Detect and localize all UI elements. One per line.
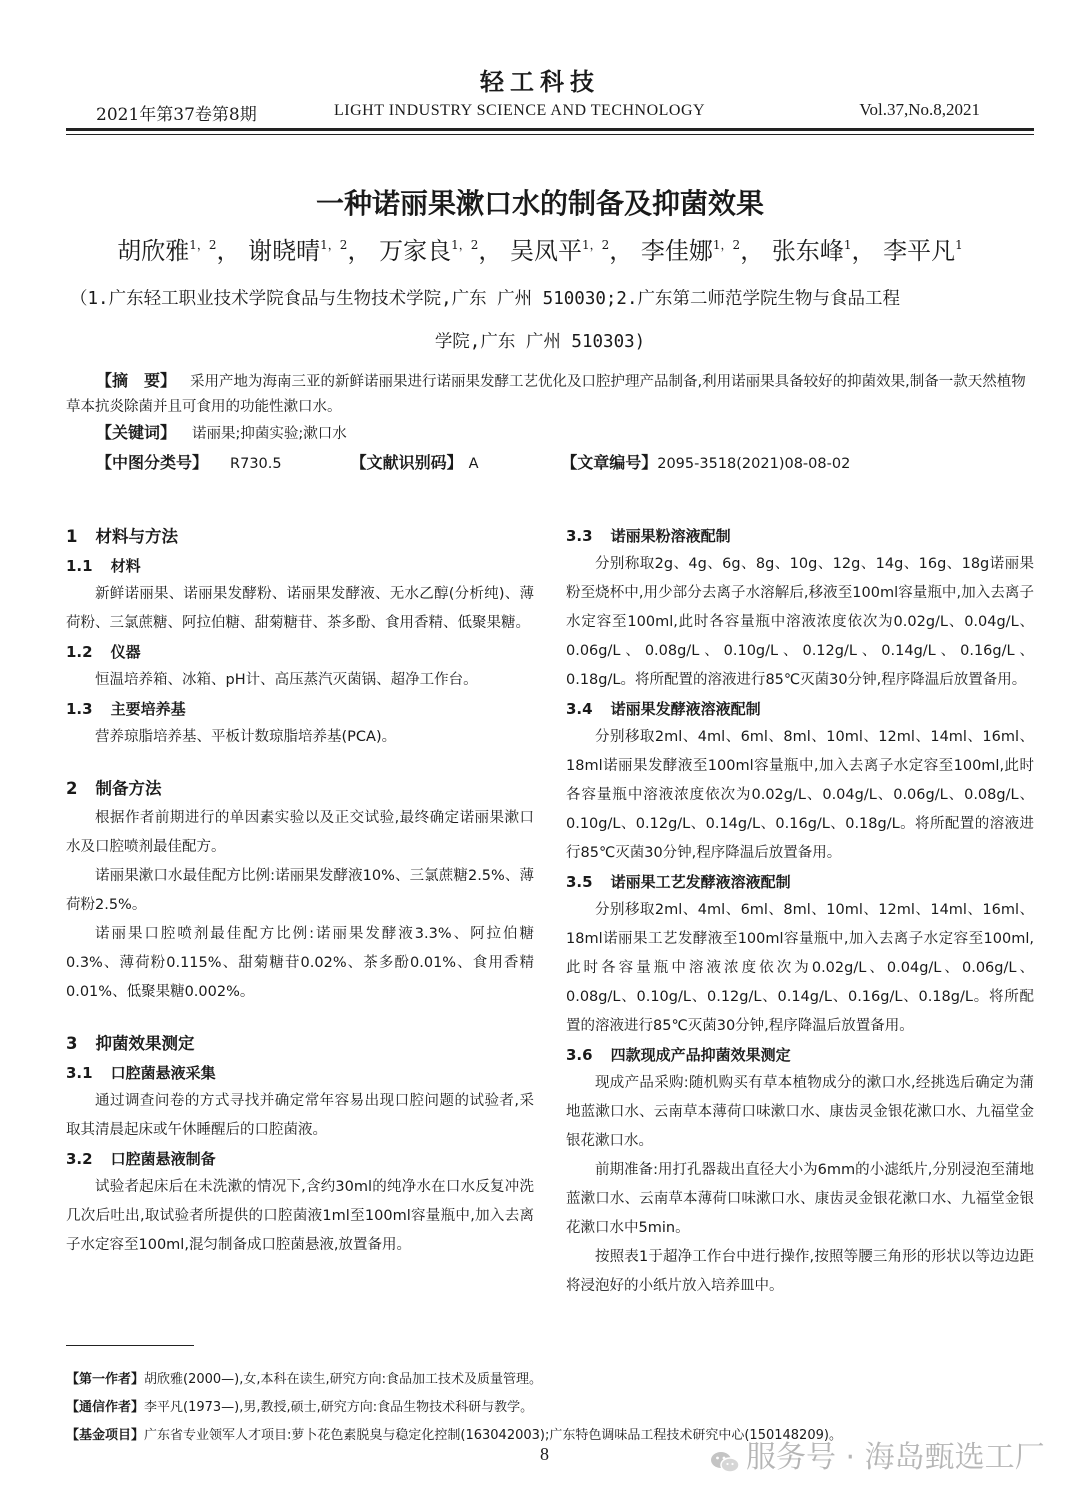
author-sep: ， [609, 237, 634, 265]
keywords [96, 420, 347, 443]
paragraph: 通过调查问卷的方式寻找并确定常年容易出现口腔问题的试验者,采取其清晨起床或午休睡醒后的口腔菌液。 [66, 1093, 534, 1138]
paragraph: 分别称取2g、4g、6g、8g、10g、12g、14g、16g、18g诺丽果粉至烧杯中,用少部分去离子水溶解后,移液至100ml容量瓶中,加入去离子水定容至100ml,此时各容量瓶中溶液浓度依次为0.02g/L、0.04g/L、0.06g/L、0.08g/L、0.10g/L、0.12g/L、0.14g/L、0.16g/L、0.18g/L。将所配置的溶液进行85℃灭菌30分钟,程序降温后放置备用。 [566, 556, 1034, 688]
paragraph: 营养琼脂培养基、平板计数琼脂培养基(PCA)。 [95, 729, 397, 745]
doc-code-label: 【文献识别码】 [350, 453, 463, 472]
author-name: 张东峰 [771, 237, 844, 265]
subsection-heading: 3.4 诺丽果发酵液溶液配制 [566, 700, 761, 718]
abstract-text: 采用产地为海南三亚的新鲜诺丽果进行诺丽果发酵工艺优化及口腔护理产品制备,利用诺丽果具备较好的抑菌效果,制备一款天然植物草本抗炎除菌并且可食用的功能性漱口水。 [66, 374, 1026, 415]
keywords-label: 【关键词】 [96, 423, 177, 442]
affiliation-line-2: 学院,广东 广州 510303) [434, 332, 646, 352]
paragraph: 按照表1于超净工作台中进行操作,按照等腰三角形的形状以等边边距将浸泡好的小纸片放入培养皿中。 [566, 1249, 1034, 1294]
author-name: 万家良 [379, 237, 452, 265]
author-affil-sup: 1，2 [712, 238, 741, 252]
subsection-heading: 3.5 诺丽果工艺发酵液溶液配制 [566, 873, 791, 891]
issue-cn: 2021年第37卷第8期 [96, 105, 257, 125]
paragraph: 分别移取2ml、4ml、6ml、8ml、10ml、12ml、14ml、16ml、18ml诺丽果发酵液至100ml容量瓶中,加入去离子水定容至100ml,此时各容量瓶中溶液浓度依次为0.02g/L、0.04g/L、0.06g/L、0.08g/L、0.10g/L、0.12g/L、0.14g/L、0.16g/L、0.18g/L。将所配置的溶液进行85℃灭菌30分钟,程序降温后放置备用。 [566, 729, 1034, 861]
subsection-heading: 3.3 诺丽果粉溶液配制 [566, 527, 731, 545]
author-name: 李佳娜 [640, 237, 713, 265]
paragraph: 根据作者前期进行的单因素实验以及正交试验,最终确定诺丽果漱口水及口腔喷剂最佳配方。 [66, 810, 534, 855]
footnote-rule [66, 1345, 194, 1346]
classification-line [96, 450, 1026, 473]
paragraph: 新鲜诺丽果、诺丽果发酵粉、诺丽果发酵液、无水乙醇(分析纯)、薄荷粉、三氯蔗糖、阿拉伯糖、甜菊糖苷、茶多酚、食用香精、低聚果糖。 [66, 586, 534, 631]
author-name: 李平凡 [883, 237, 956, 265]
section-heading: 1 材料与方法 [66, 527, 178, 546]
author-list [0, 231, 1080, 266]
journal-en: LIGHT INDUSTRY SCIENCE AND TECHNOLOGY [334, 102, 706, 119]
author-sep: ， [347, 237, 372, 265]
author-sep: ， [851, 237, 876, 265]
article-number-value: 2095-3518(2021)08-08-02 [657, 456, 851, 472]
right-column [566, 522, 1034, 1301]
section-heading: 3 抑菌效果测定 [66, 1034, 195, 1053]
author-affil-sup: 1，2 [320, 238, 348, 252]
page-number: 8 [540, 1444, 549, 1464]
paragraph: 诺丽果漱口水最佳配方比例:诺丽果发酵液10%、三氯蔗糖2.5%、薄荷粉2.5%。 [66, 868, 534, 913]
subsection-heading: 3.2 口腔菌悬液制备 [66, 1150, 216, 1168]
affiliation-line-1: （1.广东轻工职业技术学院食品与生物技术学院,广东 广州 510030;2.广东第二师范学院生物与食品工程 [70, 289, 900, 309]
paper-title: 一种诺丽果漱口水的制备及抑菌效果 [315, 187, 764, 220]
author-name: 吴凤平 [510, 237, 582, 265]
subsection-heading: 3.6 四款现成产品抑菌效果测定 [566, 1046, 791, 1064]
abstract [66, 368, 1034, 420]
watermark-text: 服务号 · 海岛甄选工厂 [746, 1440, 1045, 1475]
subsection-heading: 1.1 材料 [66, 557, 141, 575]
author-affil-sup: 1，2 [189, 238, 217, 252]
wechat-icon [710, 1447, 740, 1471]
paragraph: 试验者起床后在未洗漱的情况下,含约30ml的纯净水在口水反复冲洗几次后吐出,取试验者所提供的口腔菌液1ml至100ml容量瓶中,加入去离子水定容至100ml,混匀制备成口腔菌悬液,放置备用。 [66, 1179, 534, 1253]
author-sep: ， [478, 237, 503, 265]
paragraph: 恒温培养箱、冰箱、pH计、高压蒸汽灭菌锅、超净工作台。 [95, 672, 478, 688]
footnote-first-author: 【第一作者】胡欣雅(2000—),女,本科在读生,研究方向:食品加工技术及质量管理。 [66, 1372, 543, 1387]
doc-code-value: A [468, 456, 479, 472]
section-heading: 2 制备方法 [66, 779, 162, 798]
footnote-fund: 【基金项目】广东省专业领军人才项目:萝卜花色素脱臭与稳定化控制(163042003);广东特色调味品工程技术研究中心(150148209)。 [66, 1428, 842, 1443]
clc-value: R730.5 [230, 456, 282, 472]
author-sep: ， [216, 237, 241, 265]
issue-en: Vol.37,No.8,2021 [859, 100, 980, 119]
subsection-heading: 1.2 仪器 [66, 643, 141, 661]
watermark [710, 1432, 1045, 1476]
author-name: 胡欣雅 [117, 237, 190, 265]
author-affil-sup: 1 [955, 238, 963, 252]
paragraph: 诺丽果口腔喷剂最佳配方比例:诺丽果发酵液3.3%、阿拉伯糖0.3%、薄荷粉0.115%、甜菊糖苷0.02%、茶多酚0.01%、食用香精0.01%、低聚果糖0.002%。 [66, 926, 534, 1000]
clc-label: 【中图分类号】 [96, 453, 209, 472]
header-rule-thick [66, 128, 1034, 131]
header-rule-thin [66, 134, 1034, 135]
paragraph: 前期准备:用打孔器裁出直径大小为6mm的小滤纸片,分别浸泡至蒲地蓝漱口水、云南草本薄荷口味漱口水、康齿灵金银花漱口水、九福堂金银花漱口水中5min。 [566, 1162, 1034, 1236]
author-name: 谢晓晴 [248, 237, 321, 265]
subsection-heading: 1.3 主要培养基 [66, 700, 186, 718]
subsection-heading: 3.1 口腔菌悬液采集 [66, 1064, 216, 1082]
left-column [66, 522, 534, 1260]
author-affil-sup: 1，2 [582, 238, 610, 252]
author-affil-sup: 1 [843, 238, 852, 252]
footnote-corresponding-author: 【通信作者】李平凡(1973—),男,教授,硕士,研究方向:食品生物技术科研与教学。 [66, 1400, 534, 1415]
paragraph: 分别移取2ml、4ml、6ml、8ml、10ml、12ml、14ml、16ml、18ml诺丽果工艺发酵液至100ml容量瓶中,加入去离子水定容至100ml,此时各容量瓶中溶液浓度依次为0.02g/L、0.04g/L、0.06g/L、0.08g/L、0.10g/L、0.12g/L、0.14g/L、0.16g/L、0.18g/L。将所配置的溶液进行85℃灭菌30分钟,程序降温后放置备用。 [566, 902, 1034, 1034]
abstract-label: 【摘 要】 [96, 371, 177, 390]
journal-name: 轻工科技 [480, 67, 600, 96]
author-affil-sup: 1，2 [451, 238, 479, 252]
article-number-label: 【文章编号】 [561, 453, 658, 472]
paragraph: 现成产品采购:随机购买有草本植物成分的漱口水,经挑选后确定为蒲地蓝漱口水、云南草本薄荷口味漱口水、康齿灵金银花漱口水、九福堂金银花漱口水。 [566, 1075, 1034, 1149]
author-sep: ， [740, 237, 765, 265]
keywords-text: 诺丽果;抑菌实验;漱口水 [192, 426, 347, 442]
